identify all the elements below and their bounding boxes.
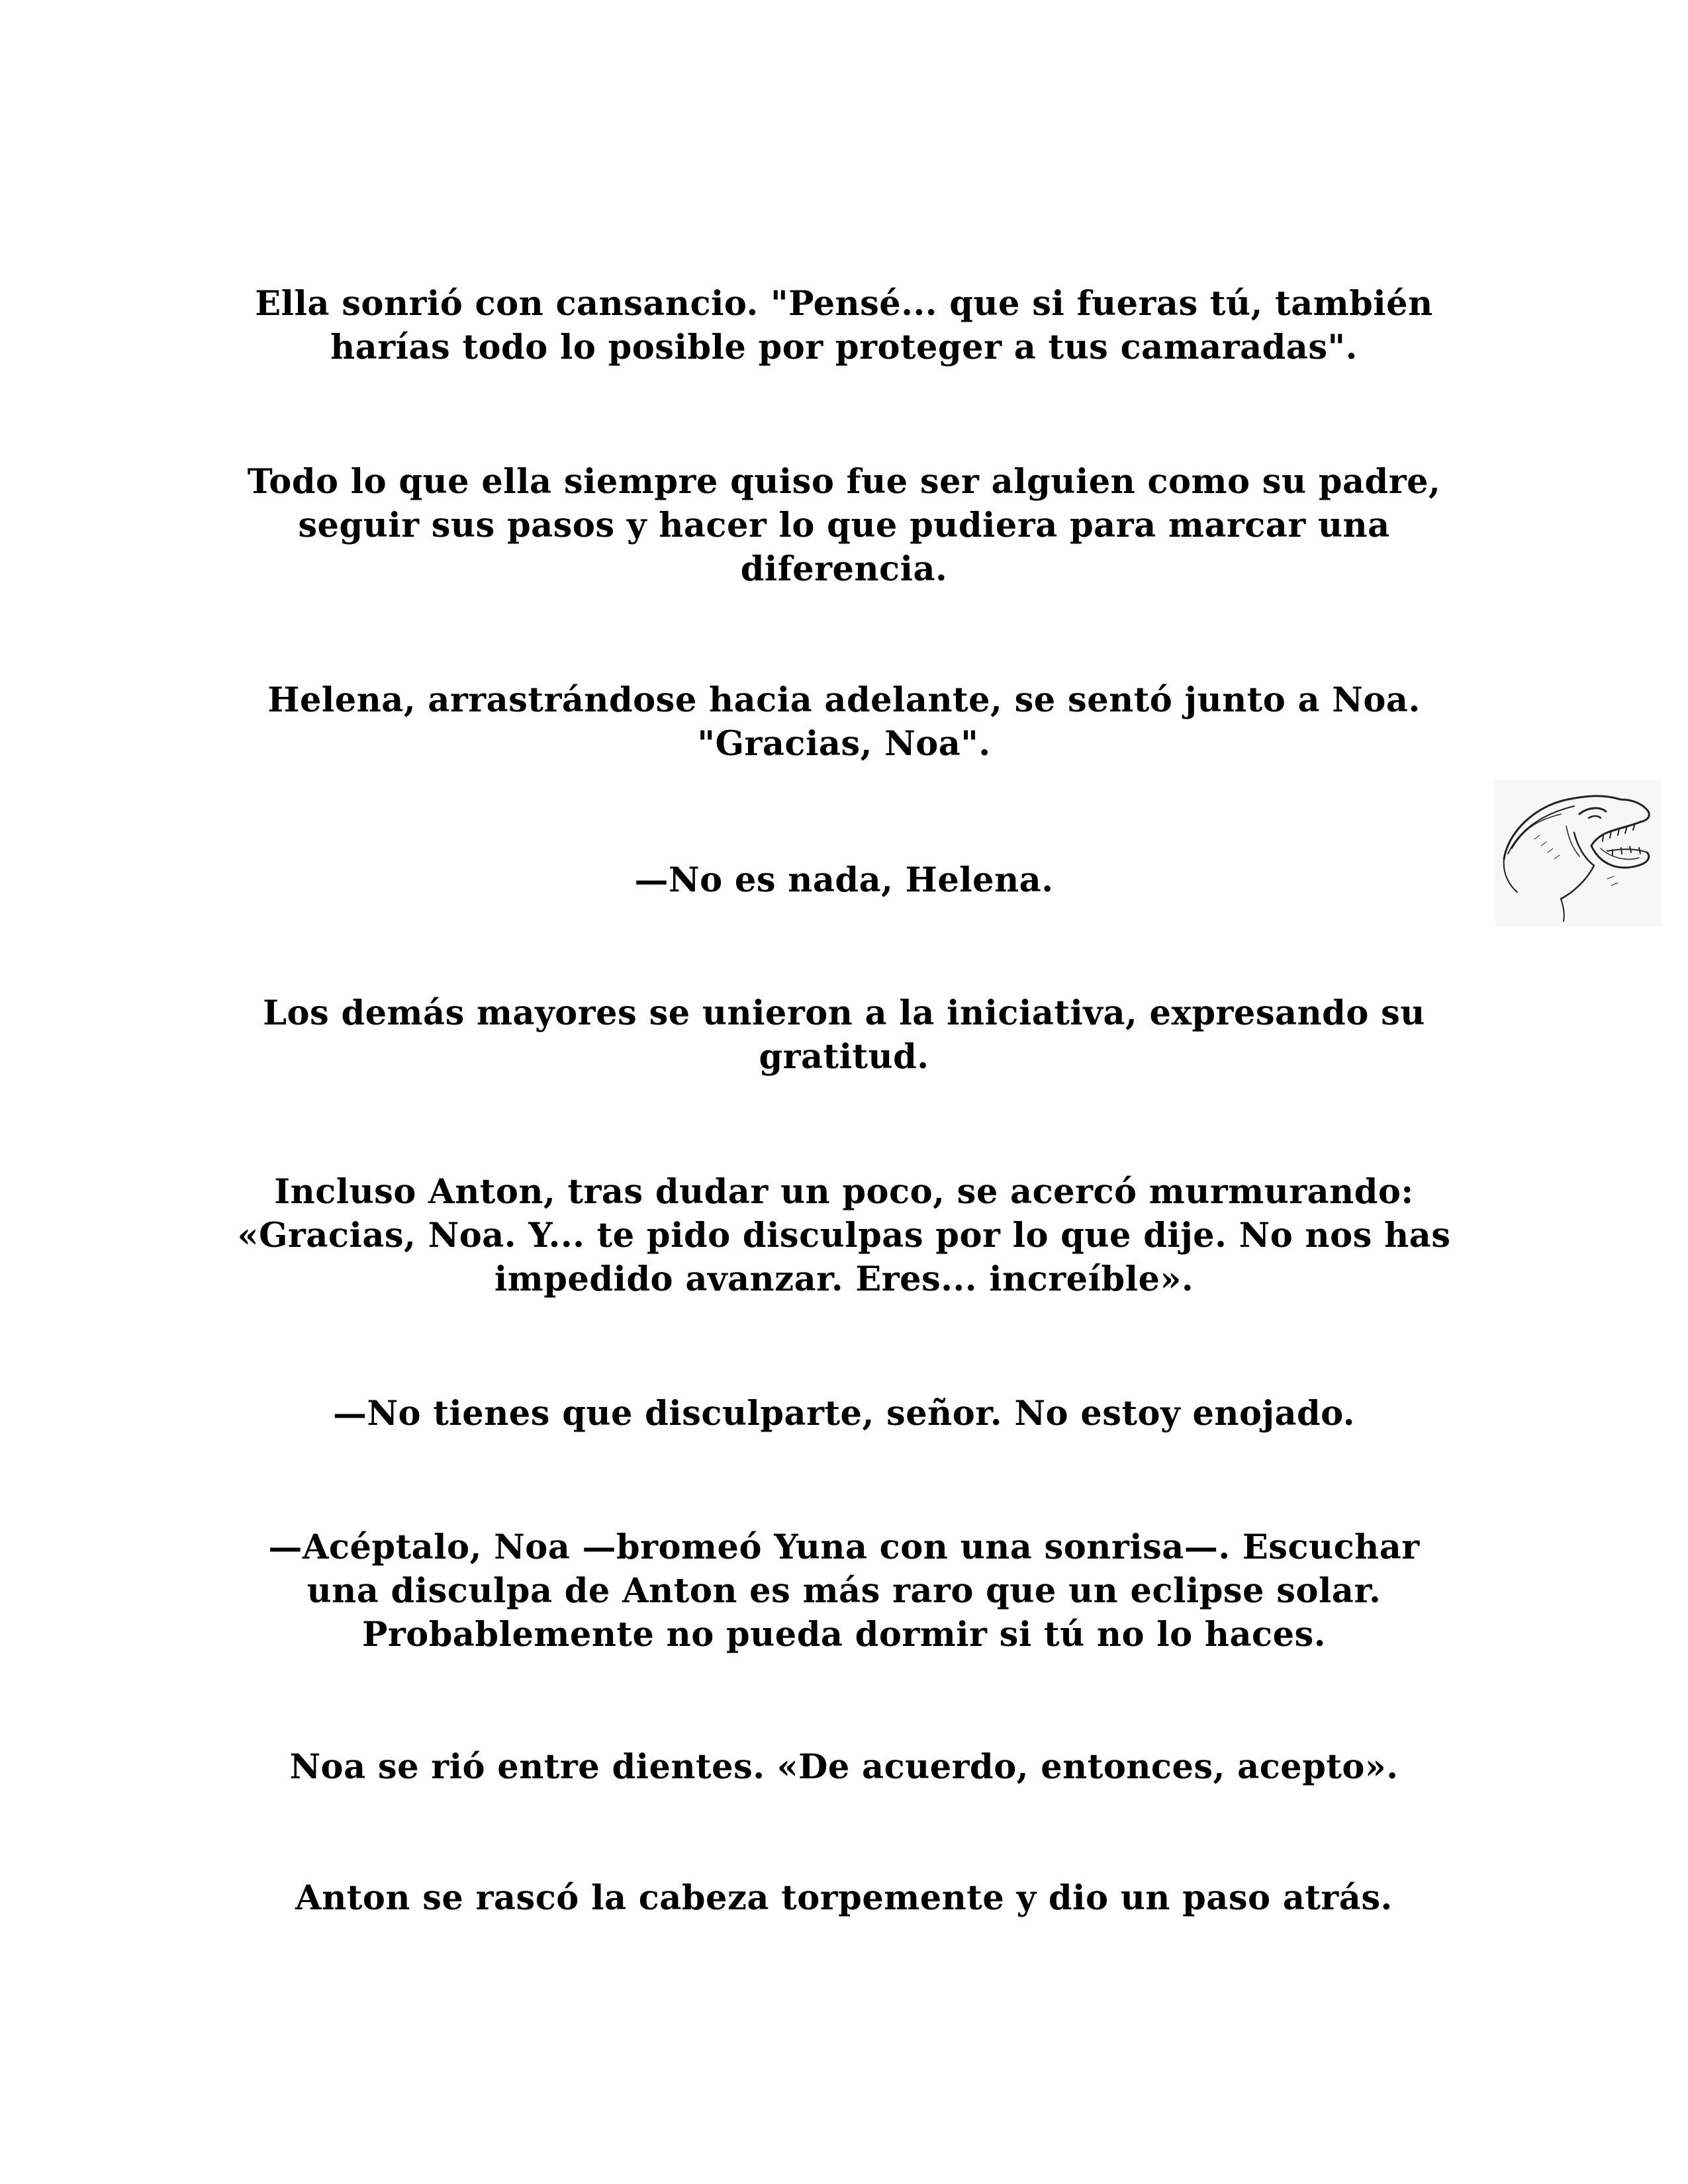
- text-line: gratitud.: [759, 1037, 929, 1077]
- text-line: Anton se rascó la cabeza torpemente y dio un paso atrás.: [295, 1878, 1393, 1918]
- paragraph-2: [199, 460, 1489, 591]
- paragraph-4: [199, 858, 1489, 902]
- text-line: Los demás mayores se unieron a la iniciativa, expresando su: [263, 993, 1425, 1033]
- text-line: diferencia.: [740, 549, 948, 589]
- text-line: Helena, arrastrándose hacia adelante, se sentó junto a Noa.: [267, 680, 1421, 720]
- paragraph-1: [199, 282, 1489, 369]
- paragraph-9: [199, 1745, 1489, 1789]
- text-line: «Gracias, Noa. Y... te pido disculpas por lo que dije. No nos has: [237, 1216, 1451, 1255]
- paragraph-7: [199, 1392, 1489, 1435]
- paragraph-6: [199, 1170, 1489, 1301]
- text-line: Noa se rió entre dientes. «De acuerdo, entonces, acepto».: [289, 1747, 1399, 1787]
- text-line: "Gracias, Noa".: [697, 724, 991, 764]
- paragraph-3: [199, 678, 1489, 766]
- text-line: —No tienes que disculparte, señor. No estoy enojado.: [332, 1394, 1356, 1433]
- text-line: —Acéptalo, Noa —bromeó Yuna con una sonrisa—. Escuchar: [268, 1527, 1420, 1567]
- text-line: —No es nada, Helena.: [634, 860, 1054, 900]
- text-line: una disculpa de Anton es más raro que un eclipse solar.: [306, 1571, 1382, 1611]
- text-line: Incluso Anton, tras dudar un poco, se acercó murmurando:: [274, 1172, 1414, 1212]
- text-line: Probablemente no pueda dormir si tú no lo haces.: [361, 1615, 1326, 1655]
- text-line: seguir sus pasos y hacer lo que pudiera para marcar una: [298, 506, 1390, 545]
- text-line: Todo lo que ella siempre quiso fue ser alguien como su padre,: [247, 462, 1441, 502]
- paragraph-10: [199, 1876, 1489, 1920]
- paragraph-5: [199, 991, 1489, 1079]
- dinosaur-head-sketch-icon: [1495, 780, 1662, 927]
- text-line: harías todo lo posible por proteger a tus camaradas".: [330, 328, 1358, 367]
- paragraph-8: [199, 1525, 1489, 1657]
- text-line: Ella sonrió con cansancio. "Pensé... que si fueras tú, también: [255, 284, 1433, 324]
- text-line: impedido avanzar. Eres... increíble».: [494, 1259, 1194, 1299]
